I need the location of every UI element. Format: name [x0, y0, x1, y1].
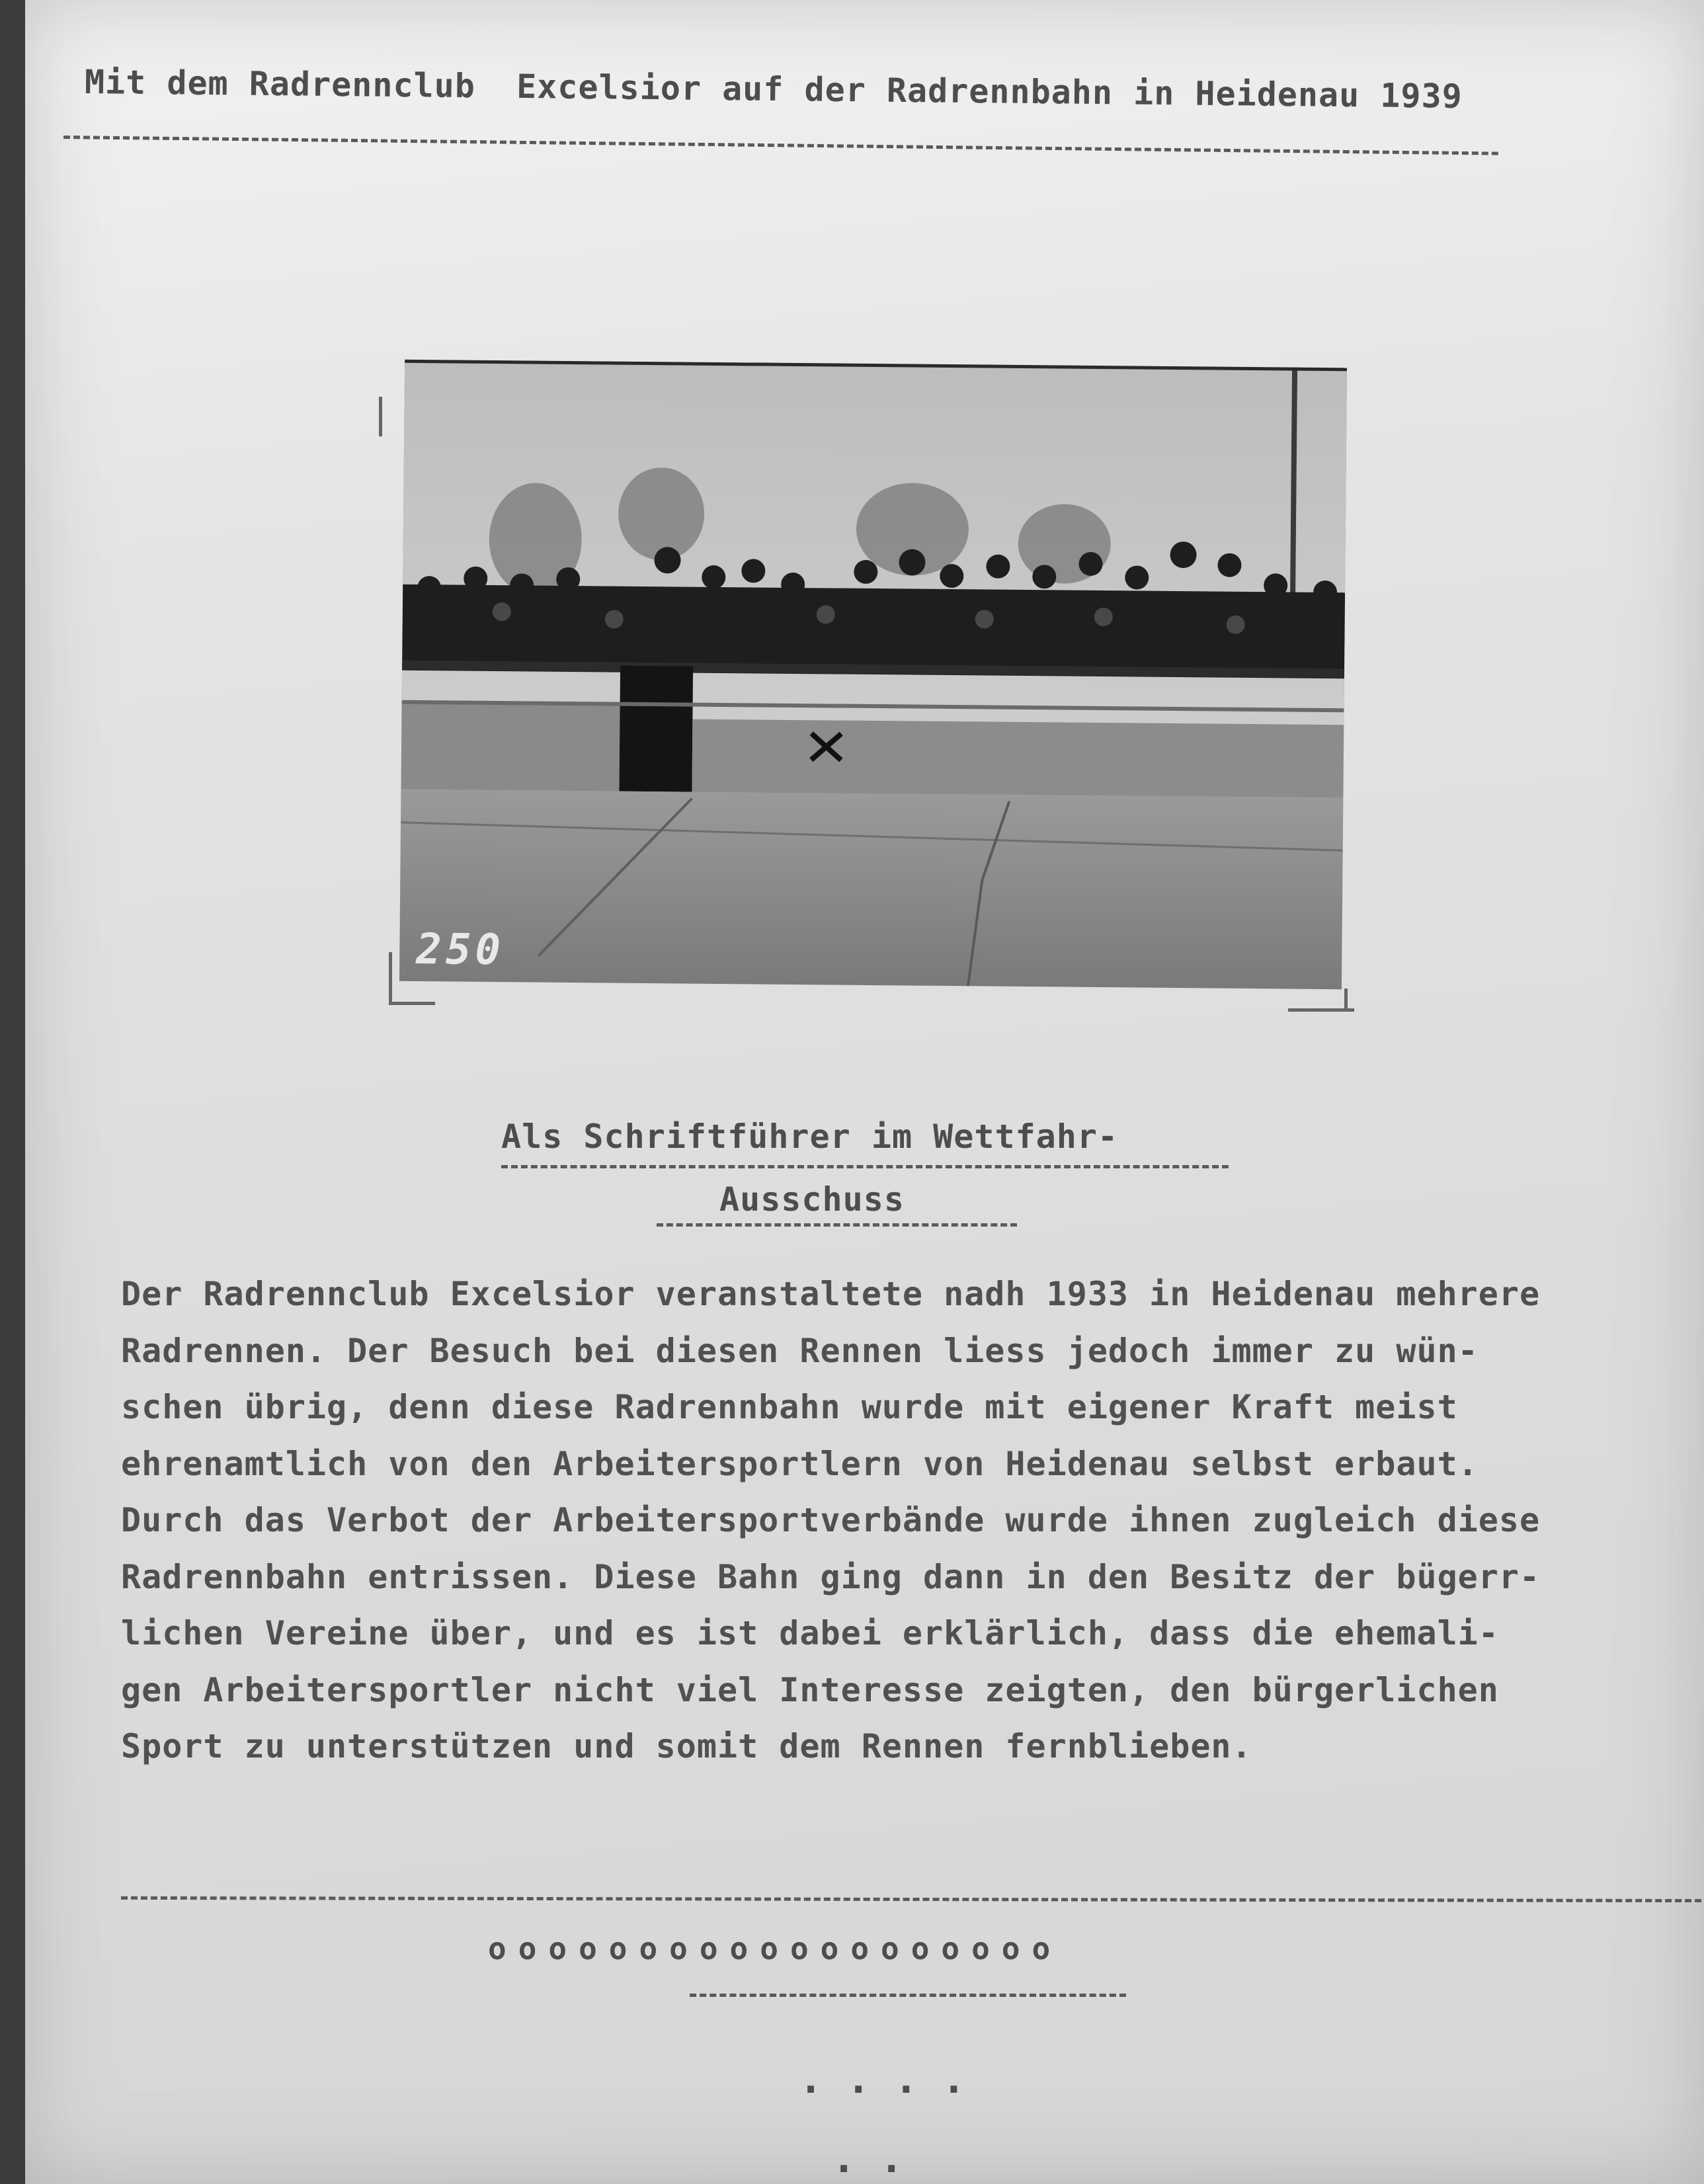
page-heading: Mit dem Radrennclub Excelsior auf der Radrennbahn in Heidenau 1939 [84, 63, 1463, 116]
dot-ornament-row-2: .. [832, 2136, 928, 2182]
dot-ornament-row-1: .... [799, 2056, 990, 2103]
corner-mark-bottom-left-foot [389, 1002, 435, 1005]
track-distance-marking: 250 [416, 924, 505, 975]
photo-mount [372, 357, 1364, 1018]
grandstand-photo-image [399, 360, 1347, 989]
section-title-underline-1 [501, 1165, 1229, 1168]
body-line: Durch das Verbot der Arbeitersportverbände wurde ihnen zugleich diese [121, 1501, 1541, 1539]
typed-page [25, 0, 1704, 2184]
body-line: Radrennbahn entrissen. Diese Bahn ging dann in den Besitz der bügerr- [121, 1557, 1541, 1596]
body-line: Der Radrennclub Excelsior veranstaltete nadh 1933 in Heidenau mehrere [121, 1275, 1541, 1313]
body-line: Sport zu unterstützen und somit dem Rennen fernblieben. [121, 1727, 1252, 1765]
body-line: ehrenamtlich von den Arbeitersportlern von Heidenau selbst erbaut. [121, 1444, 1479, 1483]
circle-ornament-row: ooooooooooooooooooo [488, 1931, 1063, 1966]
section-title-line-1: Als Schriftführer im Wettfahr- [501, 1117, 1119, 1156]
body-line: schen übrig, denn diese Radrennbahn wurde mit eigener Kraft meist [121, 1388, 1458, 1426]
corner-mark-top-left [379, 397, 382, 436]
short-dash-ornament [690, 1994, 1126, 1997]
body-line: Radrennen. Der Besuch bei diesen Rennen liess jedoch immer zu wün- [121, 1331, 1479, 1370]
body-line: lichen Vereine über, und es ist dabei erklärlich, dass die ehemali- [121, 1614, 1499, 1652]
grandstand-photo [399, 360, 1347, 989]
body-paragraph [121, 1266, 1704, 1775]
section-title-line-2: Ausschuss [719, 1180, 905, 1219]
body-line: gen Arbeitersportler nicht viel Interesse zeigten, den bürgerlichen [121, 1670, 1499, 1709]
heading-underline [63, 136, 1498, 155]
corner-mark-bottom-right-post [1344, 989, 1348, 1012]
closing-rule [121, 1896, 1704, 1902]
corner-mark-bottom-left [389, 952, 392, 1005]
section-title-underline-2 [657, 1223, 1017, 1227]
